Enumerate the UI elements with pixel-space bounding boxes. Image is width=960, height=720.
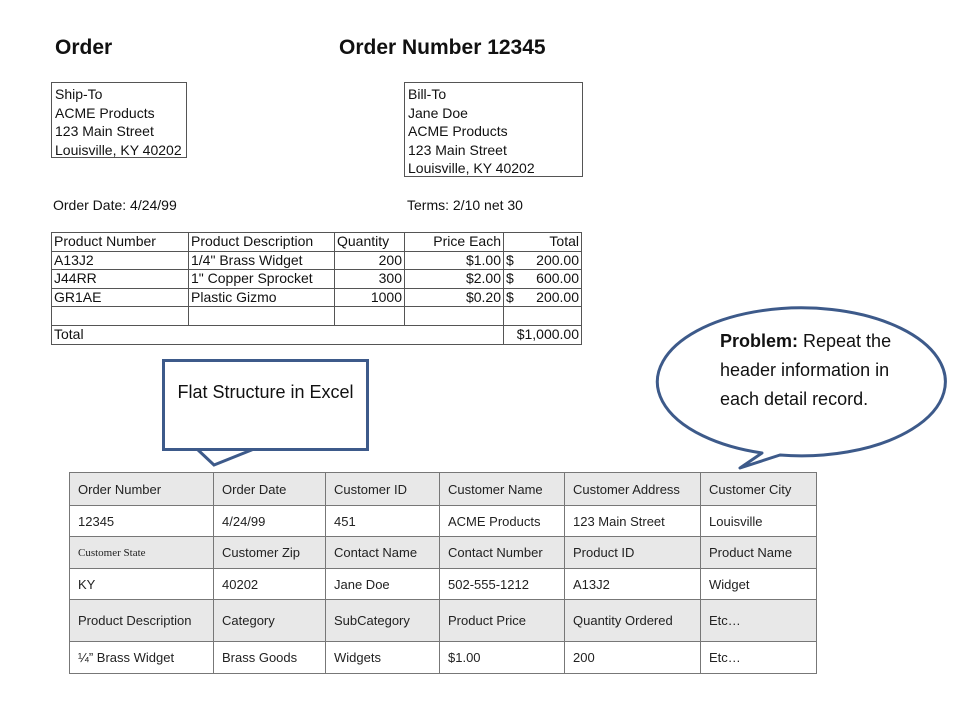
flat-header-cell: Customer Zip bbox=[214, 537, 326, 569]
flat-header-cell: SubCategory bbox=[326, 600, 440, 642]
bill-to-contact: Jane Doe bbox=[408, 104, 468, 121]
flat-cell: KY bbox=[70, 569, 214, 600]
order-date: Order Date: 4/24/99 bbox=[53, 197, 177, 213]
table-cell: $2.00 bbox=[405, 270, 504, 289]
flat-structure-table bbox=[69, 472, 817, 674]
header-cell: Product Description bbox=[189, 233, 335, 252]
flat-cell: ACME Products bbox=[440, 506, 565, 537]
flat-header-cell: Order Number bbox=[70, 473, 214, 506]
flat-header-cell: Contact Number bbox=[440, 537, 565, 569]
header-cell: Total bbox=[504, 233, 582, 252]
table-cell: 300 bbox=[335, 270, 405, 289]
flat-cell: Louisville bbox=[701, 506, 817, 537]
flat-header-cell: Product Description bbox=[70, 600, 214, 642]
flat-header-cell: Quantity Ordered bbox=[565, 600, 701, 642]
flat-cell: 123 Main Street bbox=[565, 506, 701, 537]
flat-header-cell: Category bbox=[214, 600, 326, 642]
table-cell: Plastic Gizmo bbox=[189, 288, 335, 307]
table-cell: GR1AE bbox=[52, 288, 189, 307]
flat-cell: 4/24/99 bbox=[214, 506, 326, 537]
table-row bbox=[70, 600, 817, 642]
table-cell: 1/4" Brass Widget bbox=[189, 251, 335, 270]
amount: 200.00 bbox=[536, 289, 579, 306]
table-cell: 1000 bbox=[335, 288, 405, 307]
flat-header-cell: Customer City bbox=[701, 473, 817, 506]
flat-cell: 200 bbox=[565, 642, 701, 674]
flat-cell: 12345 bbox=[70, 506, 214, 537]
ship-to-street: 123 Main Street bbox=[55, 123, 154, 140]
header-cell: Product Number bbox=[52, 233, 189, 252]
problem-text: Repeat the header information in each detail record. bbox=[720, 331, 892, 409]
ship-to-company: ACME Products bbox=[55, 104, 155, 121]
table-cell: A13J2 bbox=[52, 251, 189, 270]
table-row bbox=[70, 537, 817, 569]
flat-cell: Brass Goods bbox=[214, 642, 326, 674]
table-row bbox=[70, 569, 817, 600]
flat-cell: Widgets bbox=[326, 642, 440, 674]
flat-header-cell: Order Date bbox=[214, 473, 326, 506]
terms: Terms: 2/10 net 30 bbox=[407, 197, 523, 213]
flat-header-cell: Customer State bbox=[70, 537, 214, 569]
table-row bbox=[70, 506, 817, 537]
flat-cell: Jane Doe bbox=[326, 569, 440, 600]
flat-header-cell: Customer ID bbox=[326, 473, 440, 506]
bill-to-company: ACME Products bbox=[408, 123, 508, 140]
callout-right-text bbox=[720, 327, 920, 414]
problem-label: Problem: bbox=[720, 331, 799, 351]
ship-to-label: Ship-To bbox=[55, 86, 103, 102]
flat-cell: 502-555-1212 bbox=[440, 569, 565, 600]
flat-header-cell: Customer Address bbox=[565, 473, 701, 506]
flat-cell: $1.00 bbox=[440, 642, 565, 674]
table-cell: 200 bbox=[335, 251, 405, 270]
header-cell: Price Each bbox=[405, 233, 504, 252]
header-cell: Quantity bbox=[335, 233, 405, 252]
order-title: Order bbox=[55, 36, 113, 59]
flat-cell: A13J2 bbox=[565, 569, 701, 600]
table-cell: J44RR bbox=[52, 270, 189, 289]
currency-sign: $ bbox=[506, 289, 514, 306]
flat-cell: Widget bbox=[701, 569, 817, 600]
table-cell: $0.20 bbox=[405, 288, 504, 307]
table-cell: $1.00 bbox=[405, 251, 504, 270]
flat-header-cell: Product Price bbox=[440, 600, 565, 642]
bill-to-label: Bill-To bbox=[408, 86, 447, 102]
currency-sign: $ bbox=[506, 251, 514, 268]
total-value: $1,000.00 bbox=[504, 325, 582, 344]
flat-header-cell: Customer Name bbox=[440, 473, 565, 506]
bill-to-street: 123 Main Street bbox=[408, 141, 507, 158]
flat-cell: ¼” Brass Widget bbox=[70, 642, 214, 674]
flat-header-cell: Contact Name bbox=[326, 537, 440, 569]
bill-to-city: Louisville, KY 40202 bbox=[408, 160, 535, 177]
table-cell: 1" Copper Sprocket bbox=[189, 270, 335, 289]
currency-sign: $ bbox=[506, 270, 514, 287]
flat-cell: Etc… bbox=[701, 642, 817, 674]
flat-header-cell: Etc… bbox=[701, 600, 817, 642]
flat-cell: 40202 bbox=[214, 569, 326, 600]
order-number-title: Order Number 12345 bbox=[339, 36, 546, 59]
table-row bbox=[70, 642, 817, 674]
amount: 200.00 bbox=[536, 251, 579, 268]
total-label: Total bbox=[52, 325, 504, 344]
flat-header-cell: Product ID bbox=[565, 537, 701, 569]
callout-left-text: Flat Structure in Excel bbox=[177, 382, 354, 402]
ship-to-city: Louisville, KY 40202 bbox=[55, 141, 182, 158]
flat-cell: 451 bbox=[326, 506, 440, 537]
flat-header-cell: Product Name bbox=[701, 537, 817, 569]
amount: 600.00 bbox=[536, 270, 579, 287]
table-row bbox=[70, 473, 817, 506]
